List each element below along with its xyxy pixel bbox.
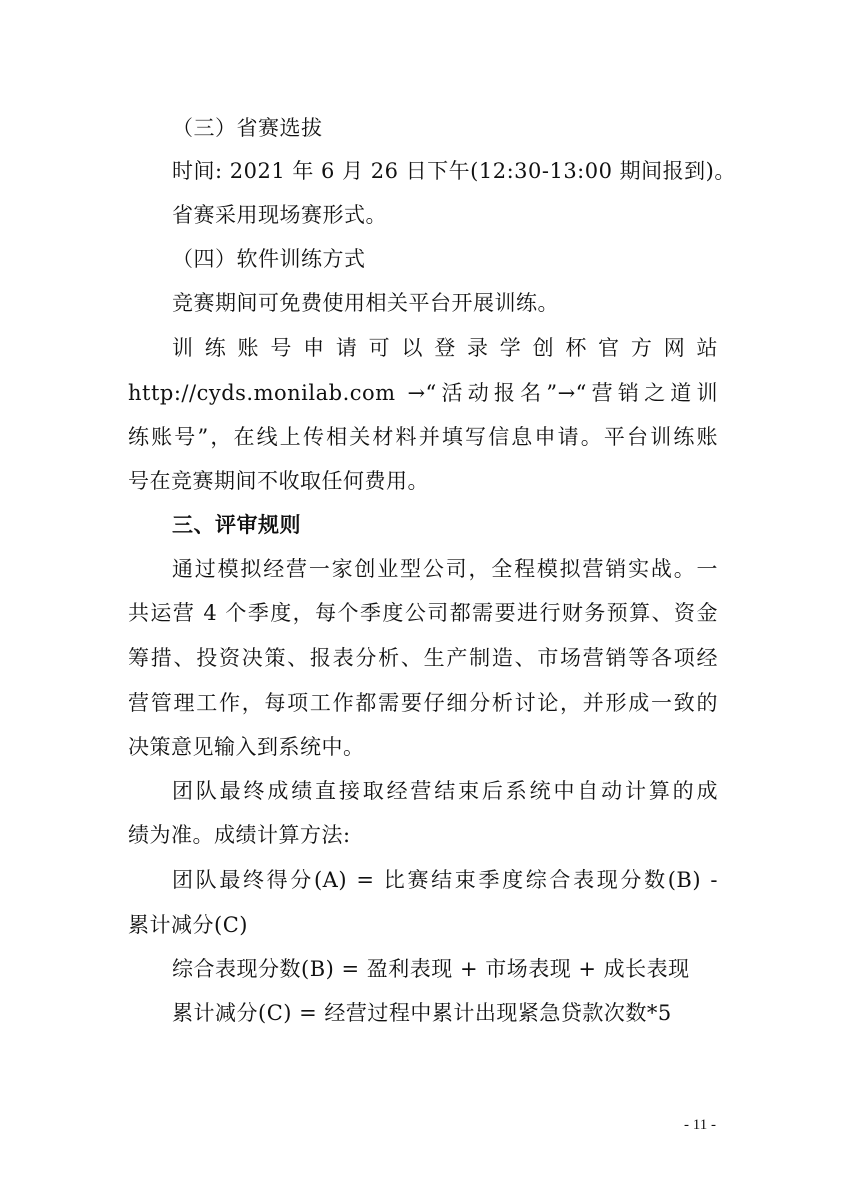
paragraph-line: 练账号”，在线上传相关材料并填写信息申请。平台训练账 (128, 425, 718, 449)
subsection-heading-training: （四）软件训练方式 (172, 247, 366, 271)
paragraph-line: 共运营 4 个季度，每个季度公司都需要进行财务预算、资金 (128, 601, 718, 625)
paragraph-line: 竞赛期间可免费使用相关平台开展训练。 (172, 291, 559, 315)
formula-line-deduction: 累计减分(C) = 经营过程中累计出现紧急贷款次数*5 (172, 1001, 672, 1025)
formula-line-final-score: 团队最终得分(A) = 比赛结束季度综合表现分数(B) - (172, 868, 718, 892)
paragraph-line: 号在竞赛期间不收取任何费用。 (128, 469, 429, 493)
paragraph-line: 绩为准。成绩计算方法: (128, 823, 351, 847)
paragraph-line: 营管理工作，每项工作都需要仔细分析讨论，并形成一致的 (128, 691, 718, 715)
paragraph-line: 训练账号申请可以登录学创杯官方网站 (172, 336, 718, 360)
formula-line-continuation: 累计减分(C) (128, 913, 248, 937)
section-heading-judging-rules: 三、评审规则 (172, 513, 301, 537)
subsection-heading-provincial: （三）省赛选拔 (172, 116, 323, 140)
paragraph-line: 筹措、投资决策、报表分析、生产制造、市场营销等各项经 (128, 646, 718, 670)
paragraph-line-url: http://cyds.monilab.com →“活动报名”→“营销之道训 (128, 381, 718, 405)
paragraph-line: 省赛采用现场赛形式。 (172, 203, 387, 227)
formula-line-composite-score: 综合表现分数(B) = 盈利表现 + 市场表现 + 成长表现 (172, 957, 690, 981)
paragraph-line: 时间: 2021 年 6 月 26 日下午(12:30-13:00 期间报到)。 (172, 159, 736, 183)
paragraph-line: 决策意见输入到系统中。 (128, 735, 365, 759)
paragraph-line: 通过模拟经营一家创业型公司，全程模拟营销实战。一 (172, 557, 718, 581)
paragraph-line: 团队最终成绩直接取经营结束后系统中自动计算的成 (172, 779, 718, 803)
page-number: - 11 - (684, 1117, 716, 1133)
